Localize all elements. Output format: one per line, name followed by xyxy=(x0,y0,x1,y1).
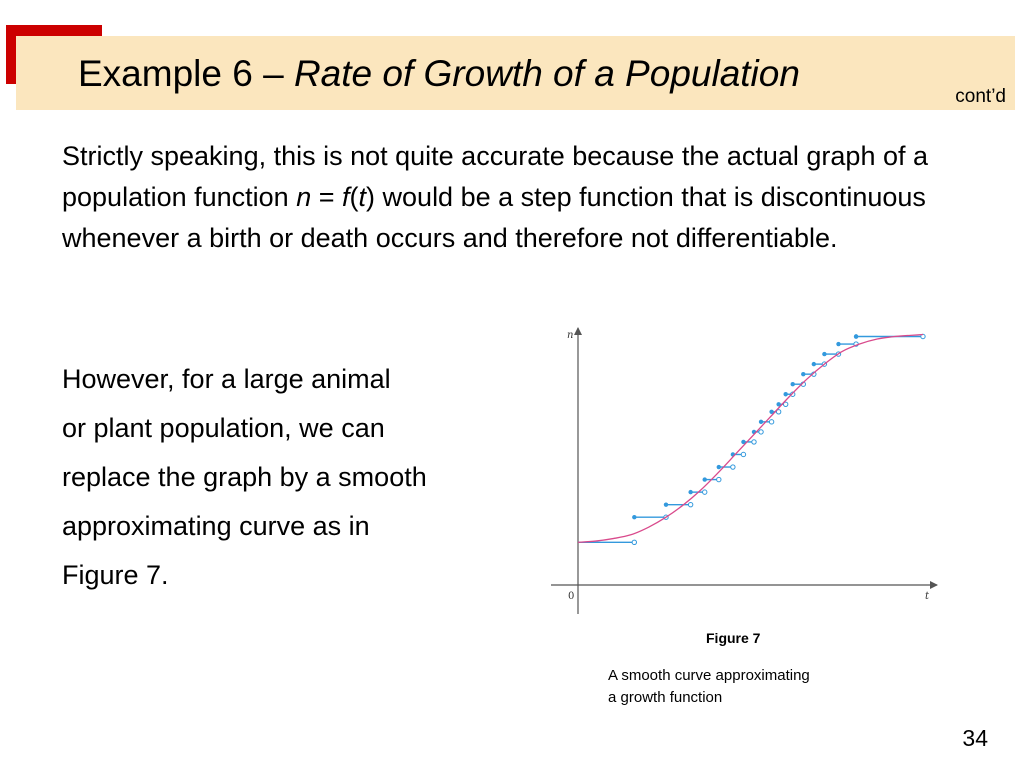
step-closed-dot xyxy=(717,465,721,469)
continued-label: cont’d xyxy=(955,86,1006,107)
series-layer xyxy=(578,334,925,544)
step-closed-dot xyxy=(688,490,692,494)
step-open-dot xyxy=(632,540,636,544)
step-open-dot xyxy=(752,440,756,444)
step-open-dot xyxy=(759,430,763,434)
math-t: t xyxy=(358,182,367,212)
para2-line: Figure 7. xyxy=(62,560,169,590)
step-closed-dot xyxy=(664,502,668,506)
step-closed-dot xyxy=(783,392,787,396)
step-open-dot xyxy=(717,477,721,481)
y-axis-label: n xyxy=(567,330,574,341)
step-closed-dot xyxy=(703,477,707,481)
step-open-dot xyxy=(731,465,735,469)
smooth-curve xyxy=(578,335,923,543)
math-n: n xyxy=(296,182,312,212)
step-closed-dot xyxy=(632,515,636,519)
growth-function-chart xyxy=(545,322,945,622)
para2-line: approximating curve as in xyxy=(62,511,370,541)
caption-line: a growth function xyxy=(608,689,723,706)
step-closed-dot xyxy=(854,334,858,338)
paragraph-strictly-speaking xyxy=(62,136,992,259)
math-open-paren: ( xyxy=(349,182,359,212)
step-open-dot xyxy=(741,452,745,456)
para1-pre: Strictly speaking, this is not quite accurate because the actual graph of a population function xyxy=(62,141,929,212)
step-closed-dot xyxy=(822,352,826,356)
math-close-paren: ) xyxy=(366,182,376,212)
page-number: 34 xyxy=(962,725,988,751)
step-open-dot xyxy=(769,420,773,424)
paragraph-however xyxy=(62,355,542,600)
step-closed-dot xyxy=(812,362,816,366)
para1-post: would be a step function that is discontinuous whenever a birth or death occurs and therefore not differentiable. xyxy=(62,182,926,253)
para2-line: replace the graph by a smooth xyxy=(62,462,427,492)
step-closed-dot xyxy=(791,382,795,386)
math-equals: = xyxy=(311,182,342,212)
x-axis-label: t xyxy=(925,591,930,602)
para2-line: or plant population, we can xyxy=(62,413,385,443)
figure-label: Figure 7 xyxy=(706,630,761,646)
step-closed-dot xyxy=(801,372,805,376)
step-open-dot xyxy=(703,490,707,494)
step-closed-dot xyxy=(759,420,763,424)
step-closed-dot xyxy=(836,342,840,346)
title-main: Example 6 – xyxy=(78,53,294,94)
step-open-dot xyxy=(688,502,692,506)
caption-line: A smooth curve approximating xyxy=(608,667,810,684)
figure-caption xyxy=(608,665,908,709)
para2-line: However, for a large animal xyxy=(62,364,391,394)
slide-title xyxy=(78,48,800,100)
title-italic: Rate of Growth of a Population xyxy=(293,53,800,94)
math-f: f xyxy=(342,182,350,212)
origin-label: 0 xyxy=(568,591,575,602)
